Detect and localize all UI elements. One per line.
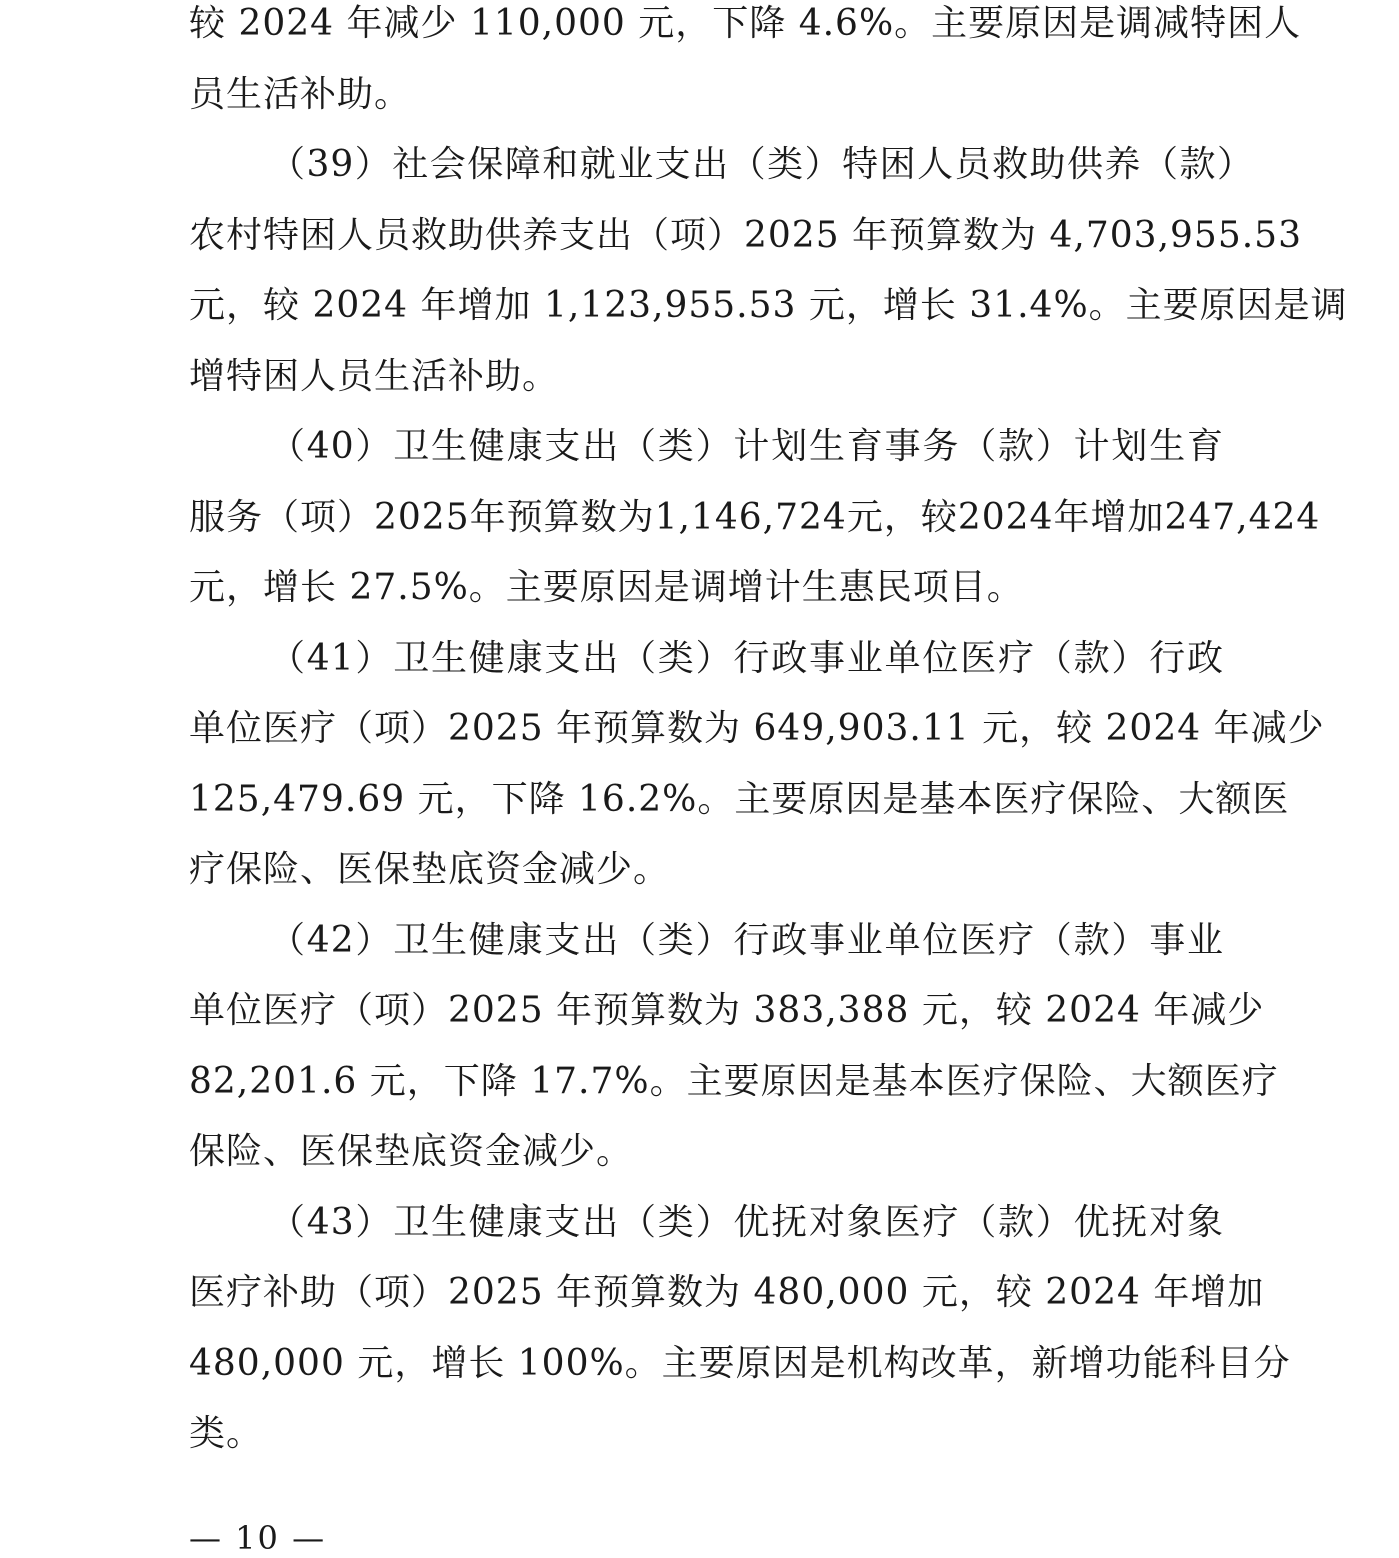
text-line: 员生活补助。 [189,74,412,115]
paragraph-39-start: （39）社会保障和就业支出（类）特困人员救助供养（款） [269,144,1254,185]
text-line: 元，增长 27.5%。主要原因是调增计生惠民项目。 [189,567,1024,608]
text-line: 480,000 元，增长 100%。主要原因是机构改革，新增功能科目分 [189,1343,1291,1384]
paragraph-43-start: （43）卫生健康支出（类）优抚对象医疗（款）优抚对象 [269,1202,1224,1243]
paragraph-40-start: （40）卫生健康支出（类）计划生育事务（款）计划生育 [269,426,1224,467]
text-line: 单位医疗（项）2025 年预算数为 383,388 元，较 2024 年减少 [189,990,1265,1031]
text-line: 较 2024 年减少 110,000 元，下降 4.6%。主要原因是调减特困人 [189,3,1302,44]
text-line: 保险、医保垫底资金减少。 [189,1131,634,1172]
text-line: 元，较 2024 年增加 1,123,955.53 元，增长 31.4%。主要原因是调 [189,285,1348,326]
paragraph-42-start: （42）卫生健康支出（类）行政事业单位医疗（款）事业 [269,920,1224,961]
text-line: 82,201.6 元，下降 17.7%。主要原因是基本医疗保险、大额医疗 [189,1061,1279,1102]
text-line: 疗保险、医保垫底资金减少。 [189,849,671,890]
page-number: — 10 — [189,1519,327,1557]
text-line: 单位医疗（项）2025 年预算数为 649,903.11 元，较 2024 年减少 [189,708,1325,749]
text-line: 125,479.69 元，下降 16.2%。主要原因是基本医疗保险、大额医 [189,779,1290,820]
paragraph-41-start: （41）卫生健康支出（类）行政事业单位医疗（款）行政 [269,638,1224,679]
text-line: 类。 [189,1413,264,1454]
text-line: 服务（项）2025年预算数为1,146,724元，较2024年增加247,424 [189,497,1321,538]
text-line: 医疗补助（项）2025 年预算数为 480,000 元，较 2024 年增加 [189,1272,1265,1313]
text-line: 农村特困人员救助供养支出（项）2025 年预算数为 4,703,955.53 [189,215,1302,256]
text-line: 增特困人员生活补助。 [189,356,560,397]
